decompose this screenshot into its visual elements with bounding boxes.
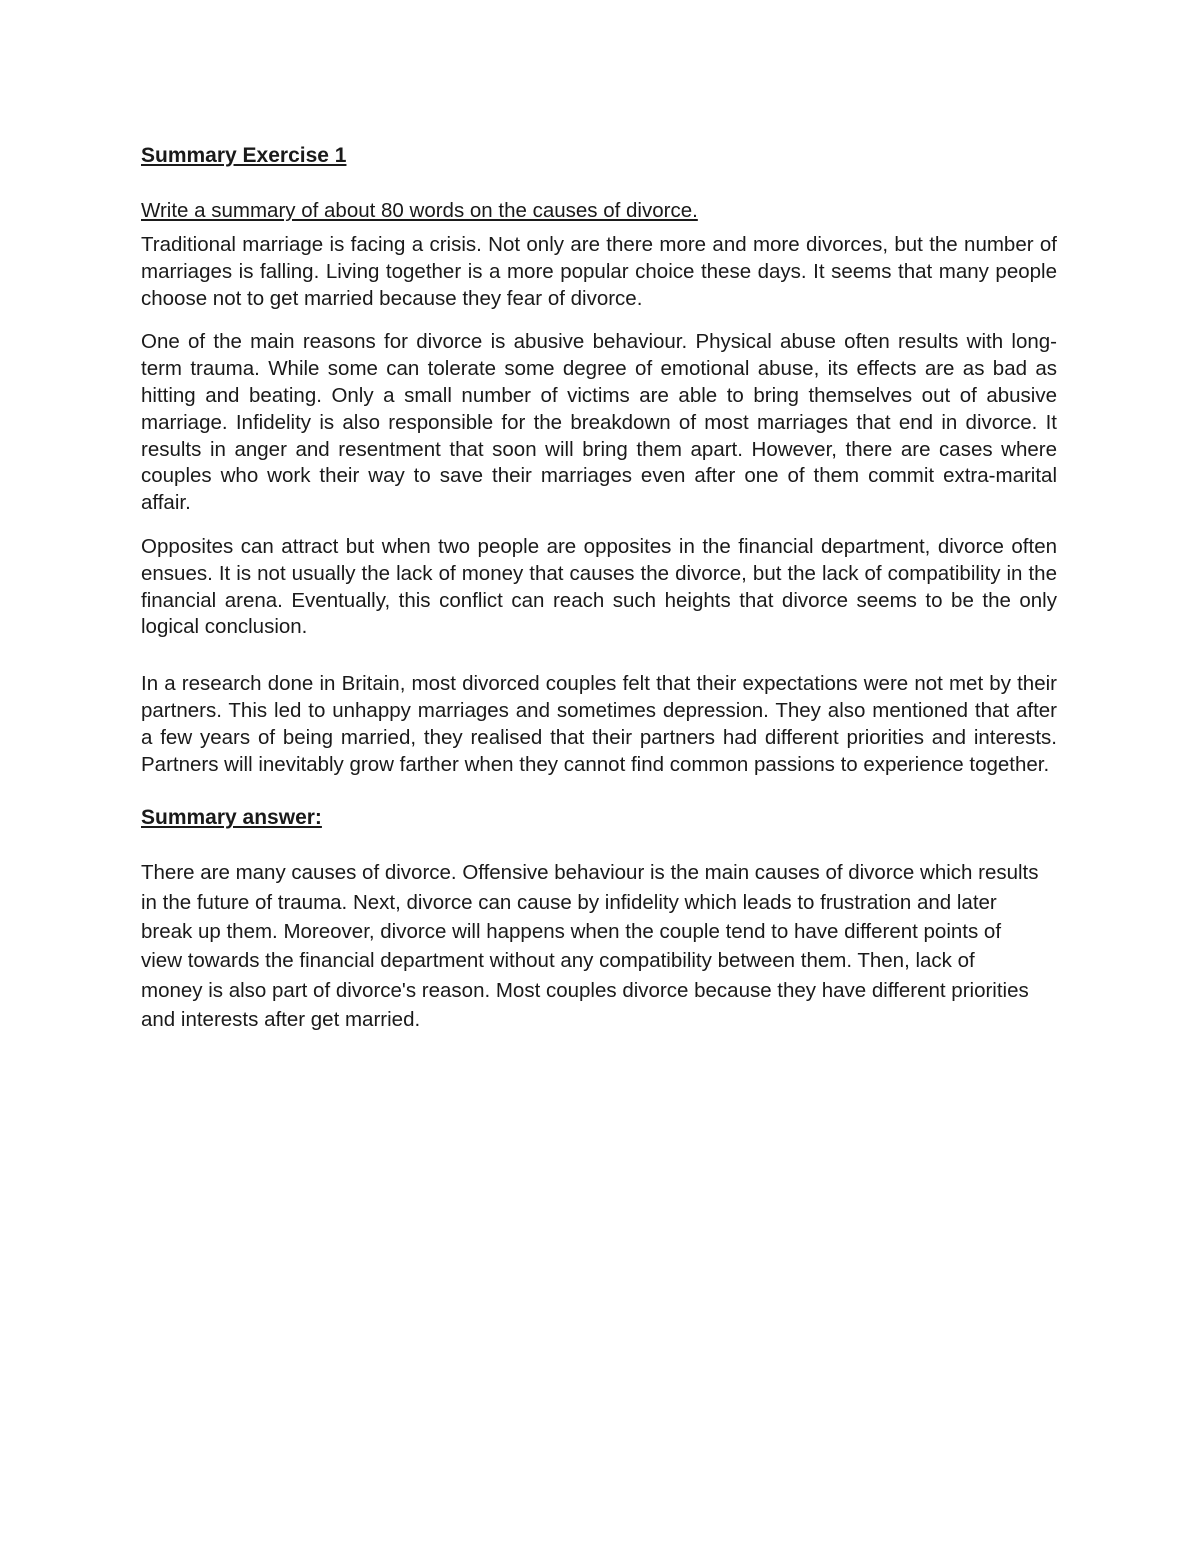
- answer-heading: Summary answer:: [141, 806, 322, 830]
- document-title: Summary Exercise 1: [141, 144, 347, 167]
- summary-answer: There are many causes of divorce. Offensive behaviour is the main causes of divorce which results in the future of trauma. Next, divorce can cause by infidelity which leads to frustration and later break up them. Moreover, divorce will happens when the couple tend to have different points of view towards the financial department without any compatibility between them. Then, lack of money is also part of divorce's reason. Most couples divorce because they have different priorities and interests after get married.: [141, 861, 1039, 1031]
- paragraph-1: Traditional marriage is facing a crisis. Not only are there more and more divorces, but the number of marriages is falling. Living together is a more popular choice these days. It seems that many people choose not to get married because they fear of divorce.: [141, 233, 1057, 310]
- paragraph-3: Opposites can attract but when two people are opposites in the financial department, divorce often ensues. It is not usually the lack of money that causes the divorce, but the lack of compatibility in the financial arena. Eventually, this conflict can reach such heights that divorce seems to be the only logical conclusion.: [141, 534, 1057, 639]
- paragraph-4: In a research done in Britain, most divorced couples felt that their expectations were not met by their partners. This led to unhappy marriages and sometimes depression. They also mentioned that after a few years of being married, they realised that their partners had different priorities and interests. Partners will inevitably grow farther when they cannot find common passions to experience together.: [141, 672, 1057, 776]
- exercise-prompt: Write a summary of about 80 words on the causes of divorce.: [141, 199, 698, 222]
- paragraph-2: One of the main reasons for divorce is abusive behaviour. Physical abuse often results with long-term trauma. While some can tolerate some degree of emotional abuse, its effects are as bad as hitting and beating. Only a small number of victims are able to bring themselves out of abusive marriage. Infidelity is also responsible for the breakdown of most marriages that end in divorce. It results in anger and resentment that soon will bring them apart. However, there are cases where couples who work their way to save their marriages even after one of them commit extra-marital affair.: [141, 330, 1057, 515]
- document-page: [141, 142, 1057, 1034]
